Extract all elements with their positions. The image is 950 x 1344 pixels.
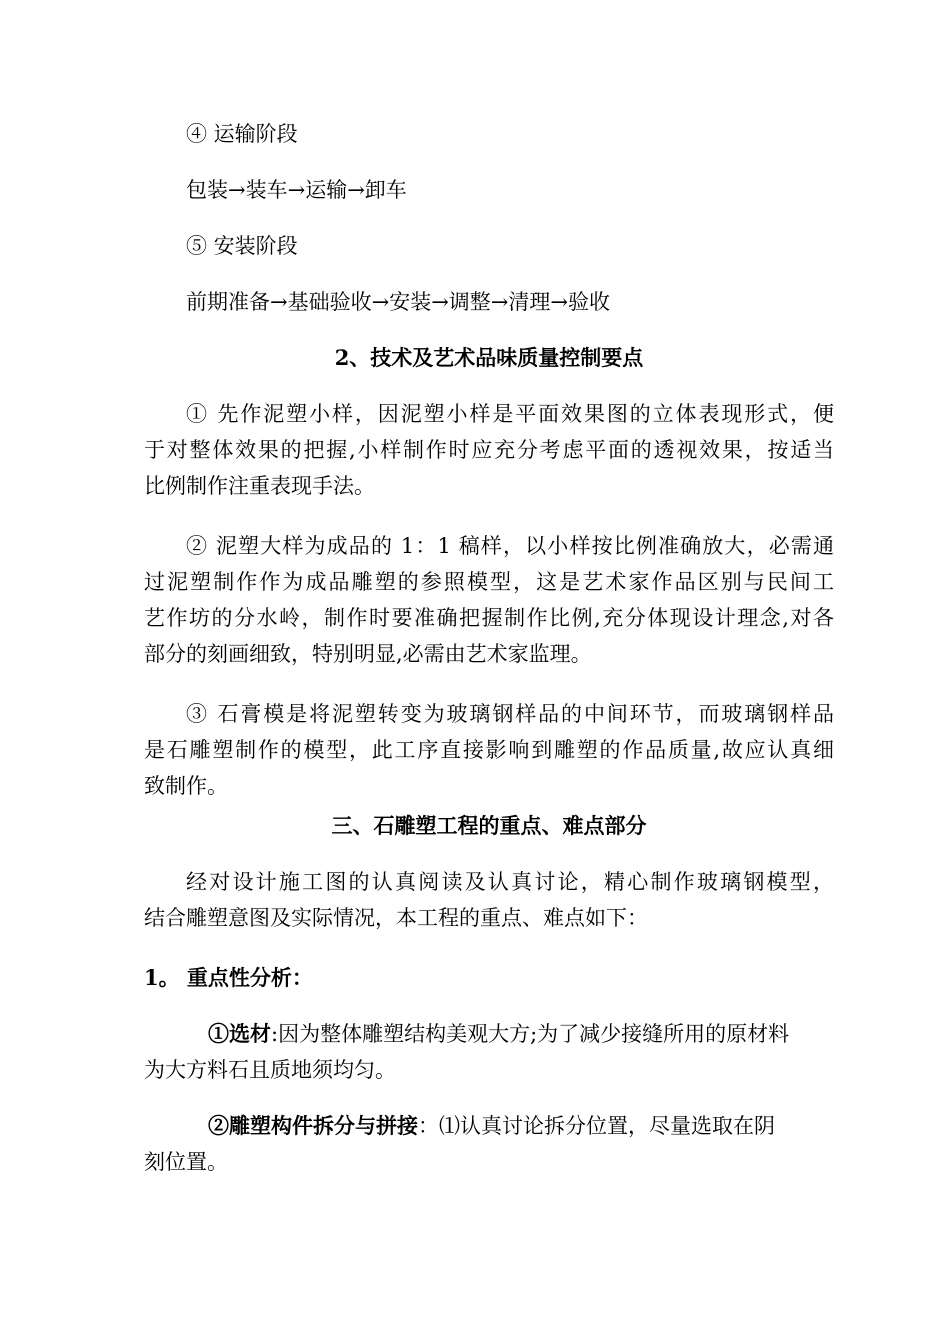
item-2-line-2: 刻位置。 [144,1150,228,1174]
section-3-title: 三、石雕塑工程的重点、难点部分 [331,813,647,838]
paragraph-3-line-1: ③ 石膏模是将泥塑转变为玻璃钢样品的中间环节，而玻璃钢样品 [186,702,834,726]
item-1-line-2: 为大方料石且质地须均匀。 [144,1058,396,1082]
paragraph-4-line-2: 结合雕塑意图及实际情况，本工程的重点、难点如下： [144,906,648,930]
section-2-title: 2、技术及艺术品味质量控制要点 [334,345,644,370]
paragraph-3-line-2: 是石雕塑制作的模型，此工序直接影响到雕塑的作品质量,故应认真细 [144,738,834,762]
paragraph-2-line-3: 艺作坊的分水岭，制作时要准确把握制作比例,充分体现设计理念,对各 [144,606,834,630]
paragraph-2-line-4: 部分的刻画细致，特别明显,必需由艺术家监理。 [144,642,592,666]
paragraph-1-line-1: ① 先作泥塑小样，因泥塑小样是平面效果图的立体表现形式，便 [186,402,834,426]
item-1-line-1 [208,1016,834,1052]
item-2-line-1 [208,1108,834,1144]
item-1-text: :因为整体雕塑结构美观大方;为了减少接缝所用的原材料 [271,1022,790,1046]
paragraph-1-line-3: 比例制作注重表现手法。 [144,474,375,498]
key-analysis-heading: 1。 重点性分析： [144,965,313,990]
install-stage-heading: ⑤ 安装阶段 [186,234,298,258]
paragraph-4-line-1: 经对设计施工图的认真阅读及认真讨论，精心制作玻璃钢模型， [186,870,834,894]
install-stage-flow: 前期准备→基础验收→安装→调整→清理→验收 [186,290,610,314]
item-1-label: ①选材 [208,1021,271,1046]
item-2-label: ②雕塑构件拆分与拼接 [208,1113,418,1138]
transport-stage-heading: ④ 运输阶段 [186,122,298,146]
paragraph-2-line-2: 过泥塑制作作为成品雕塑的参照模型，这是艺术家作品区别与民间工 [144,570,834,594]
paragraph-2-line-1: ② 泥塑大样为成品的 1：1 稿样，以小样按比例准确放大，必需通 [186,534,834,558]
paragraph-1-line-2: 于对整体效果的把握,小样制作时应充分考虑平面的透视效果，按适当 [144,438,834,462]
paragraph-3-line-3: 致制作。 [144,774,228,798]
transport-stage-flow: 包装→装车→运输→卸车 [186,178,407,202]
item-2-text: ：⑴认真讨论拆分位置，尽量选取在阴 [418,1114,775,1138]
